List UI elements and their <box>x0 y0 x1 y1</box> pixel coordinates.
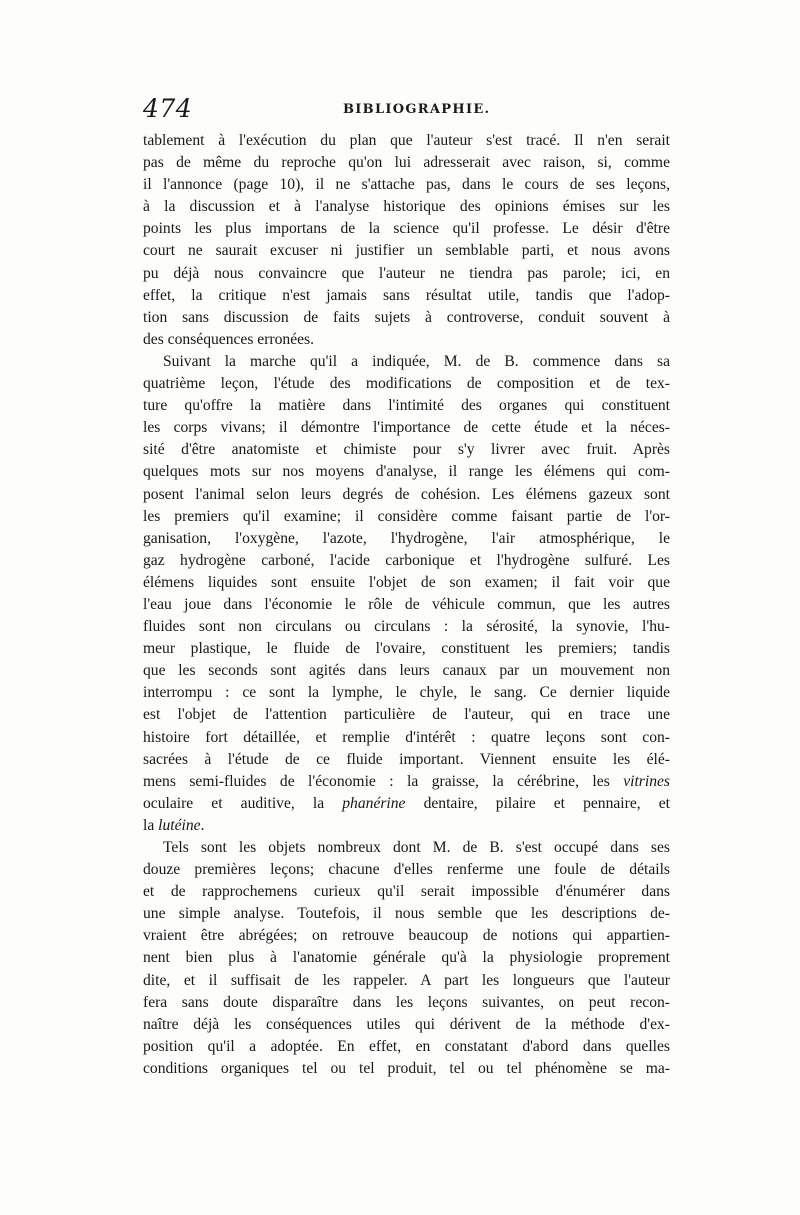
text-line: l'eau joue dans l'économie le rôle de véhicule commun, que les autres <box>143 595 670 613</box>
text-line: quelques mots sur nos moyens d'analyse, il range les élémens qui com- <box>143 463 670 481</box>
line-text: oculaire et auditive, la <box>143 794 343 812</box>
text-line: vraient être abrégées; on retrouve beaucoup de notions qui appartien- <box>143 927 670 945</box>
text-line <box>143 793 670 815</box>
text-line: et de rapprochemens curieux qu'il serait impossible d'énumérer dans <box>143 883 670 901</box>
text-line: les corps vivans; il démontre l'importance de cette étude et la néces- <box>143 419 670 437</box>
italic-term: lutéine <box>158 816 201 834</box>
text-line: tion sans discussion de faits sujets à controverse, conduit souvent à <box>143 308 670 326</box>
text-line: élémens liquides sont ensuite l'objet de son examen; il fait voir que <box>143 573 670 591</box>
text-line: interrompu : ce sont la lymphe, le chyle, le sang. Ce dernier liquide <box>143 684 670 702</box>
text-line: une simple analyse. Toutefois, il nous semble que les descriptions de- <box>143 905 670 923</box>
text-line: gaz hydrogène carboné, l'acide carbonique et l'hydrogène sulfuré. Les <box>143 551 670 569</box>
text-line: douze premières leçons; chacune d'elles renferme une foule de détails <box>143 861 670 879</box>
text-line: fluides sont non circulans ou circulans : la sérosité, la synovie, l'hu- <box>143 618 670 636</box>
text-line: des conséquences erronées. <box>143 330 315 348</box>
text-line <box>143 771 670 793</box>
line-text: mens semi-fluides de l'économie : la graisse, la cérébrine, les <box>143 772 624 790</box>
text-line: que les seconds sont agités dans leurs canaux par un mouvement non <box>143 662 670 680</box>
text-line: ture qu'offre la matière dans l'intimité des organes qui constituent <box>143 397 670 415</box>
text-line: nent bien plus à l'anatomie générale qu'à la physiologie proprement <box>143 949 670 967</box>
text-line: fera sans doute disparaître dans les leçons suivantes, on peut recon- <box>143 993 670 1011</box>
text-line: est l'objet de l'attention particulière de l'auteur, qui en trace une <box>143 706 670 724</box>
text-line: dite, et il suffisait de les rappeler. A part les longueurs que l'auteur <box>143 971 670 989</box>
text-line: posent l'animal selon leurs degrés de cohésion. Les élémens gazeux sont <box>143 485 670 503</box>
text-line: pas de même du reproche qu'on lui adresserait avec raison, si, comme <box>143 154 670 172</box>
text-line: il l'annonce (page 10), il ne s'attache pas, dans le cours de ses leçons, <box>143 176 670 194</box>
italic-term: vitrines <box>623 772 670 790</box>
page-number: 474 <box>143 94 193 123</box>
text-line: ganisation, l'oxygène, l'azote, l'hydrogène, l'air atmosphérique, le <box>143 529 670 547</box>
line-text: la <box>143 816 159 834</box>
text-line: naître déjà les conséquences utiles qui dérivent de la méthode d'ex- <box>143 1015 670 1033</box>
text-line <box>143 815 670 837</box>
text-line: tablement à l'exécution du plan que l'auteur s'est tracé. Il n'en serait <box>143 132 670 149</box>
text-line: Suivant la marche qu'il a indiquée, M. de B. commence dans sa <box>163 352 670 370</box>
text-line: points les plus importans de la science qu'il professe. Le désir d'être <box>143 220 670 238</box>
text-line: les premiers qu'il examine; il considère comme faisant partie de l'or- <box>143 507 670 525</box>
running-title: BIBLIOGRAPHIE. <box>343 102 491 117</box>
italic-term: phanérine <box>342 794 406 812</box>
text-line: quatrième leçon, l'étude des modifications de composition et de tex- <box>143 375 670 393</box>
text-line: sacrées à l'étude de ce fluide important. Viennent ensuite les élé- <box>143 750 670 768</box>
text-line: conditions organiques tel ou tel produit, tel ou tel phénomène se ma- <box>143 1059 670 1077</box>
line-text: dentaire, pilaire et pennaire, et <box>405 794 670 812</box>
running-head <box>143 94 673 128</box>
body-text <box>143 130 670 1080</box>
text-line: court ne saurait excuser ni justifier un semblable parti, et nous avons <box>143 242 670 260</box>
text-line: à la discussion et à l'analyse historique des opinions émises sur les <box>143 198 670 216</box>
text-line: pu déjà nous convaincre que l'auteur ne tiendra pas parole; ici, en <box>143 264 670 282</box>
line-text: . <box>200 816 205 834</box>
text-line: sité d'être anatomiste et chimiste pour s'y livrer avec fruit. Après <box>143 441 670 459</box>
text-line: effet, la critique n'est jamais sans résultat utile, tandis que l'adop- <box>143 286 670 304</box>
text-line: meur plastique, le fluide de l'ovaire, constituent les premiers; tandis <box>143 640 670 658</box>
text-line: histoire fort détaillée, et remplie d'intérêt : quatre leçons sont con- <box>143 728 670 746</box>
text-line: Tels sont les objets nombreux dont M. de B. s'est occupé dans ses <box>163 839 670 856</box>
text-line: position qu'il a adoptée. En effet, en constatant d'abord dans quelles <box>143 1037 670 1055</box>
